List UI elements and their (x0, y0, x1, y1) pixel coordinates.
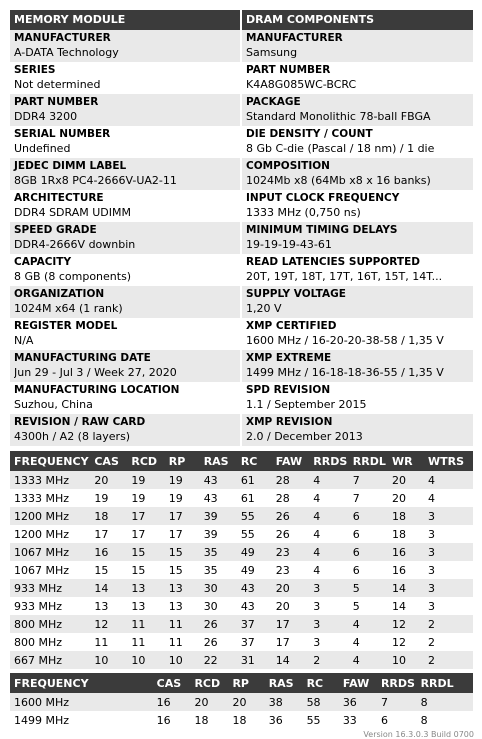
table-row (10, 525, 473, 543)
field-value: DDR4-2666V downbin (14, 238, 136, 251)
table-cell: 4 (309, 525, 348, 543)
table-cell: 17 (165, 525, 200, 543)
table-cell: 31 (237, 651, 272, 669)
column-header: FAW (339, 673, 377, 693)
table-cell: 28 (272, 489, 310, 507)
table-cell: 4 (349, 651, 388, 669)
table-cell: 933 MHz (10, 579, 90, 597)
table-cell: 4 (424, 489, 473, 507)
table-cell: 1067 MHz (10, 561, 90, 579)
component-field (242, 30, 473, 62)
field-label: SERIES (14, 64, 56, 76)
table-cell: 13 (165, 597, 200, 615)
table-row (10, 633, 473, 651)
table-cell: 667 MHz (10, 651, 90, 669)
table-cell: 13 (90, 597, 127, 615)
table-cell: 800 MHz (10, 615, 90, 633)
table-row (10, 579, 473, 597)
table-cell: 20 (272, 597, 310, 615)
timings-table (10, 451, 473, 669)
field-label: XMP CERTIFIED (246, 320, 337, 332)
table-cell: 43 (200, 471, 237, 489)
table-cell: 49 (237, 561, 272, 579)
table-cell: 26 (272, 507, 310, 525)
component-field (242, 222, 473, 254)
table-cell: 58 (303, 693, 339, 711)
column-header: RC (237, 451, 272, 471)
field-value: DDR4 SDRAM UDIMM (14, 206, 131, 219)
table-cell: 16 (388, 543, 424, 561)
table-cell: 30 (200, 579, 237, 597)
table-row (10, 489, 473, 507)
field-value: Samsung (246, 46, 298, 59)
table-cell: 14 (90, 579, 127, 597)
table-cell: 4 (349, 633, 388, 651)
table-cell: 55 (237, 507, 272, 525)
column-header: RP (228, 673, 264, 693)
table-cell: 10 (388, 651, 424, 669)
table-cell: 4 (309, 561, 348, 579)
component-field (242, 158, 473, 190)
module-field (10, 222, 240, 254)
table-cell: 6 (349, 525, 388, 543)
table-cell: 3 (424, 507, 473, 525)
table-cell: 2 (424, 651, 473, 669)
info-row (10, 254, 473, 286)
column-header: RP (165, 451, 200, 471)
table-cell: 18 (190, 711, 228, 729)
field-label: MANUFACTURER (246, 32, 343, 44)
table-cell: 3 (424, 525, 473, 543)
table-cell: 20 (272, 579, 310, 597)
module-field (10, 126, 240, 158)
table-cell: 20 (190, 693, 228, 711)
table-cell: 17 (272, 615, 310, 633)
module-field (10, 350, 240, 382)
field-label: CAPACITY (14, 256, 72, 268)
table-cell: 55 (237, 525, 272, 543)
field-label: REGISTER MODEL (14, 320, 118, 332)
component-field (242, 286, 473, 318)
field-label: REVISION / RAW CARD (14, 416, 146, 428)
table-cell: 39 (200, 525, 237, 543)
field-label: MINIMUM TIMING DELAYS (246, 224, 398, 236)
table-cell: 38 (265, 693, 303, 711)
table-cell: 19 (127, 471, 164, 489)
field-value: 1024Mb x8 (64Mb x8 x 16 banks) (246, 174, 431, 187)
column-header: RCD (190, 673, 228, 693)
table-cell: 22 (200, 651, 237, 669)
field-value: DDR4 3200 (14, 110, 78, 123)
component-field (242, 350, 473, 382)
field-label: PART NUMBER (14, 96, 99, 108)
table-cell: 39 (200, 507, 237, 525)
table-cell: 17 (127, 507, 164, 525)
column-header: RAS (200, 451, 237, 471)
table-cell: 12 (388, 633, 424, 651)
field-value: Not determined (14, 78, 101, 91)
table-row (10, 543, 473, 561)
table-cell: 23 (272, 543, 310, 561)
column-header: RC (303, 673, 339, 693)
table-cell: 13 (127, 597, 164, 615)
table-cell: 3 (309, 597, 348, 615)
table-cell: 3 (309, 579, 348, 597)
table-cell: 17 (165, 507, 200, 525)
table-cell: 10 (127, 651, 164, 669)
module-field (10, 94, 240, 126)
field-label: SUPPLY VOLTAGE (246, 288, 346, 300)
info-header-row (10, 10, 473, 30)
column-header: WTRS (424, 451, 473, 471)
field-value: N/A (14, 334, 34, 347)
table-cell: 800 MHz (10, 633, 90, 651)
table-cell: 4 (349, 615, 388, 633)
timings-header-row (10, 451, 473, 471)
table-cell: 4 (309, 471, 348, 489)
field-value: 1.1 / September 2015 (246, 398, 367, 411)
field-value: Suzhou, China (14, 398, 93, 411)
table-cell: 3 (424, 543, 473, 561)
field-value: 2.0 / December 2013 (246, 430, 363, 443)
module-field (10, 30, 240, 62)
field-value: 8 GB (8 components) (14, 270, 132, 283)
table-cell: 3 (424, 579, 473, 597)
table-cell: 18 (228, 711, 264, 729)
table-cell: 14 (388, 579, 424, 597)
field-label: ARCHITECTURE (14, 192, 104, 204)
info-row (10, 350, 473, 382)
table-cell: 43 (237, 579, 272, 597)
table-cell: 933 MHz (10, 597, 90, 615)
table-cell: 15 (127, 561, 164, 579)
table-cell: 36 (265, 711, 303, 729)
table-cell: 1333 MHz (10, 471, 90, 489)
column-header: RRDS (377, 673, 417, 693)
xmp-body (10, 693, 473, 729)
component-field (242, 126, 473, 158)
table-cell: 36 (339, 693, 377, 711)
table-cell: 20 (228, 693, 264, 711)
field-value: Undefined (14, 142, 71, 155)
table-cell: 12 (388, 615, 424, 633)
field-label: READ LATENCIES SUPPORTED (246, 256, 420, 268)
column-header: FAW (272, 451, 310, 471)
version-footer: Version 16.3.0.3 Build 0700 (363, 730, 474, 739)
table-cell: 11 (165, 615, 200, 633)
table-cell: 4 (309, 507, 348, 525)
column-header: CAS (90, 451, 127, 471)
field-label: MANUFACTURING DATE (14, 352, 151, 364)
table-cell: 35 (200, 561, 237, 579)
field-value: Jun 29 - Jul 3 / Week 27, 2020 (14, 366, 177, 379)
field-value: K4A8G085WC-BCRC (246, 78, 357, 91)
timings-body (10, 471, 473, 669)
table-cell: 55 (303, 711, 339, 729)
table-cell: 11 (90, 633, 127, 651)
info-rows (10, 30, 473, 446)
component-field (242, 62, 473, 94)
table-row (10, 693, 473, 711)
info-row (10, 126, 473, 158)
field-label: PART NUMBER (246, 64, 331, 76)
info-row (10, 222, 473, 254)
field-value: A-DATA Technology (14, 46, 119, 59)
table-cell: 1499 MHz (10, 711, 153, 729)
field-value: 8 Gb C-die (Pascal / 18 nm) / 1 die (246, 142, 435, 155)
column-header: RCD (127, 451, 164, 471)
table-cell: 37 (237, 615, 272, 633)
field-label: MANUFACTURER (14, 32, 111, 44)
table-cell: 1200 MHz (10, 507, 90, 525)
component-field (242, 254, 473, 286)
table-cell: 19 (165, 471, 200, 489)
table-cell: 33 (339, 711, 377, 729)
table-cell: 26 (272, 525, 310, 543)
table-cell: 15 (90, 561, 127, 579)
component-field (242, 94, 473, 126)
component-field (242, 414, 473, 446)
module-field (10, 254, 240, 286)
table-cell: 16 (153, 711, 191, 729)
table-row (10, 651, 473, 669)
table-cell: 61 (237, 489, 272, 507)
info-row (10, 30, 473, 62)
table-cell: 13 (165, 579, 200, 597)
table-row (10, 615, 473, 633)
memory-module-header: MEMORY MODULE (10, 10, 240, 30)
table-cell: 23 (272, 561, 310, 579)
info-row (10, 94, 473, 126)
xmp-table (10, 673, 473, 729)
field-label: SPD REVISION (246, 384, 331, 396)
field-value: 1024M x64 (1 rank) (14, 302, 123, 315)
table-cell: 20 (388, 471, 424, 489)
table-cell: 8 (417, 693, 473, 711)
table-cell: 11 (127, 615, 164, 633)
field-label: PACKAGE (246, 96, 301, 108)
table-cell: 28 (272, 471, 310, 489)
field-value: 19-19-19-43-61 (246, 238, 332, 251)
module-field (10, 414, 240, 446)
field-label: JEDEC DIMM LABEL (14, 160, 127, 172)
column-header: WR (388, 451, 424, 471)
table-cell: 1067 MHz (10, 543, 90, 561)
module-field (10, 382, 240, 414)
column-header: RRDL (349, 451, 388, 471)
table-cell: 37 (237, 633, 272, 651)
table-cell: 6 (377, 711, 417, 729)
column-header: RRDL (417, 673, 473, 693)
table-cell: 1600 MHz (10, 693, 153, 711)
table-cell: 19 (165, 489, 200, 507)
table-cell: 19 (90, 489, 127, 507)
table-cell: 16 (388, 561, 424, 579)
table-cell: 2 (424, 615, 473, 633)
table-cell: 5 (349, 597, 388, 615)
component-field (242, 318, 473, 350)
table-cell: 10 (165, 651, 200, 669)
table-cell: 19 (127, 489, 164, 507)
module-field (10, 190, 240, 222)
table-cell: 14 (272, 651, 310, 669)
table-cell: 11 (127, 633, 164, 651)
field-label: INPUT CLOCK FREQUENCY (246, 192, 400, 204)
column-header: FREQUENCY (10, 451, 90, 471)
table-cell: 3 (309, 615, 348, 633)
table-cell: 13 (127, 579, 164, 597)
field-value: Standard Monolithic 78-ball FBGA (246, 110, 431, 123)
module-field (10, 318, 240, 350)
field-value: 1333 MHz (0,750 ns) (246, 206, 361, 219)
table-cell: 5 (349, 579, 388, 597)
table-cell: 35 (200, 543, 237, 561)
column-header: CAS (153, 673, 191, 693)
info-row (10, 190, 473, 222)
table-cell: 1333 MHz (10, 489, 90, 507)
table-cell: 7 (349, 489, 388, 507)
info-row (10, 318, 473, 350)
table-cell: 17 (127, 525, 164, 543)
table-row (10, 711, 473, 729)
table-cell: 14 (388, 597, 424, 615)
info-row (10, 414, 473, 446)
table-cell: 61 (237, 471, 272, 489)
table-cell: 3 (424, 597, 473, 615)
table-cell: 30 (200, 597, 237, 615)
field-label: XMP EXTREME (246, 352, 332, 364)
table-cell: 4 (424, 471, 473, 489)
table-cell: 49 (237, 543, 272, 561)
table-cell: 4 (309, 543, 348, 561)
table-cell: 17 (90, 525, 127, 543)
table-cell: 16 (153, 693, 191, 711)
table-cell: 15 (127, 543, 164, 561)
table-row (10, 561, 473, 579)
table-cell: 2 (424, 633, 473, 651)
info-row (10, 62, 473, 94)
table-cell: 17 (272, 633, 310, 651)
table-cell: 15 (165, 543, 200, 561)
module-field (10, 158, 240, 190)
table-cell: 2 (309, 651, 348, 669)
field-label: ORGANIZATION (14, 288, 105, 300)
field-label: DIE DENSITY / COUNT (246, 128, 373, 140)
table-cell: 4 (309, 489, 348, 507)
field-value: 1600 MHz / 16-20-20-38-58 / 1,35 V (246, 334, 444, 347)
field-label: XMP REVISION (246, 416, 333, 428)
spd-info-panel (10, 10, 473, 446)
table-cell: 18 (388, 525, 424, 543)
info-row (10, 382, 473, 414)
table-cell: 1200 MHz (10, 525, 90, 543)
field-value: 1499 MHz / 16-18-18-36-55 / 1,35 V (246, 366, 444, 379)
table-cell: 3 (309, 633, 348, 651)
table-cell: 43 (237, 597, 272, 615)
table-row (10, 471, 473, 489)
table-cell: 20 (90, 471, 127, 489)
table-cell: 11 (165, 633, 200, 651)
table-cell: 15 (165, 561, 200, 579)
table-cell: 18 (388, 507, 424, 525)
table-cell: 20 (388, 489, 424, 507)
column-header: RRDS (309, 451, 348, 471)
column-header: RAS (265, 673, 303, 693)
component-field (242, 190, 473, 222)
table-cell: 7 (349, 471, 388, 489)
component-field (242, 382, 473, 414)
xmp-header-row (10, 673, 473, 693)
field-value: 20T, 19T, 18T, 17T, 16T, 15T, 14T... (246, 270, 443, 283)
table-cell: 10 (90, 651, 127, 669)
module-field (10, 62, 240, 94)
info-row (10, 158, 473, 190)
module-field (10, 286, 240, 318)
table-row (10, 507, 473, 525)
field-value: 1,20 V (246, 302, 282, 315)
table-cell: 6 (349, 543, 388, 561)
info-row (10, 286, 473, 318)
table-cell: 16 (90, 543, 127, 561)
field-label: SPEED GRADE (14, 224, 97, 236)
field-value: 4300h / A2 (8 layers) (14, 430, 131, 443)
table-cell: 6 (349, 507, 388, 525)
table-cell: 12 (90, 615, 127, 633)
table-cell: 26 (200, 633, 237, 651)
table-cell: 3 (424, 561, 473, 579)
field-label: MANUFACTURING LOCATION (14, 384, 180, 396)
table-cell: 7 (377, 693, 417, 711)
table-cell: 8 (417, 711, 473, 729)
table-cell: 26 (200, 615, 237, 633)
table-cell: 43 (200, 489, 237, 507)
dram-components-header: DRAM COMPONENTS (242, 10, 473, 30)
table-cell: 6 (349, 561, 388, 579)
table-row (10, 597, 473, 615)
field-label: SERIAL NUMBER (14, 128, 111, 140)
field-value: 8GB 1Rx8 PC4-2666V-UA2-11 (14, 174, 177, 187)
field-label: COMPOSITION (246, 160, 330, 172)
column-header: FREQUENCY (10, 673, 153, 693)
table-cell: 18 (90, 507, 127, 525)
